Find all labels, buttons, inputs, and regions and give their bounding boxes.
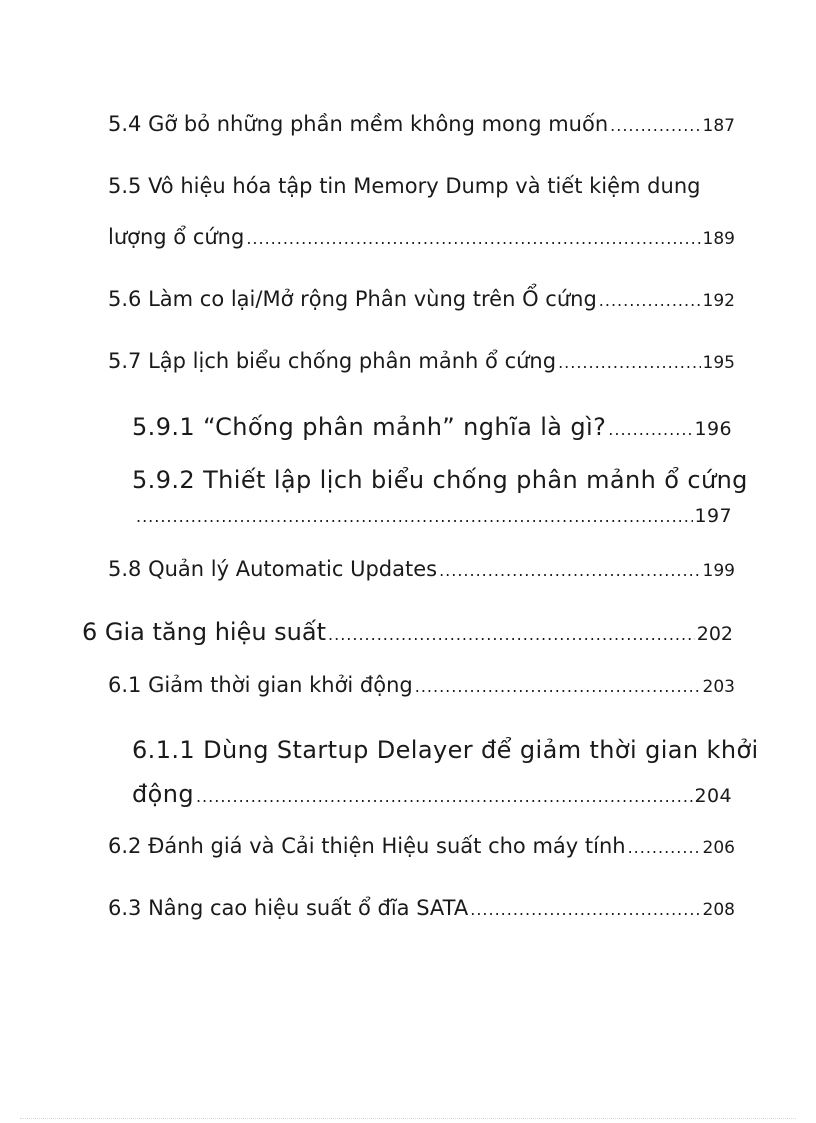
toc-leader-dots bbox=[608, 420, 692, 439]
toc-page-number: 199 bbox=[702, 561, 735, 581]
toc-entry-5-9-2[interactable] bbox=[136, 505, 732, 527]
toc-entry-6-3[interactable] bbox=[108, 896, 735, 920]
toc-entry-5-9-1[interactable] bbox=[132, 413, 732, 441]
toc-leader-dots bbox=[610, 116, 700, 135]
toc-leader-dots bbox=[599, 291, 701, 310]
toc-page-number: 202 bbox=[696, 623, 733, 645]
toc-entry-5-9-2-line1[interactable]: 5.9.2 Thiết lập lịch biểu chống phân mảnh ổ cứng bbox=[132, 466, 748, 494]
toc-leader-dots bbox=[415, 677, 701, 696]
toc-page-number: 203 bbox=[702, 677, 735, 697]
toc-entry-title: 5.9.1 “Chống phân mảnh” nghĩa là gì? bbox=[132, 413, 607, 441]
toc-entry-title: 6.2 Đánh giá và Cải thiện Hiệu suất cho máy tính bbox=[108, 834, 626, 858]
toc-page-number: 206 bbox=[702, 838, 735, 858]
toc-entry-6-1[interactable] bbox=[108, 673, 735, 697]
toc-page-number: 195 bbox=[702, 353, 735, 373]
toc-page-number: 187 bbox=[702, 116, 735, 136]
toc-page-number: 204 bbox=[694, 785, 732, 807]
toc-entry-title: lượng ổ cứng bbox=[108, 225, 245, 249]
toc-page-number: 189 bbox=[702, 229, 735, 249]
toc-leader-dots bbox=[136, 507, 693, 526]
toc-entry-title: 5.4 Gỡ bỏ những phần mềm không mong muốn bbox=[108, 112, 609, 136]
toc-entry-5-5[interactable] bbox=[108, 225, 735, 249]
toc-entry-title: 5.7 Lập lịch biểu chống phân mảnh ổ cứng bbox=[108, 349, 557, 373]
toc-leader-dots bbox=[439, 561, 700, 580]
toc-entry-title: động bbox=[132, 780, 194, 808]
toc-page-number: 196 bbox=[694, 418, 732, 440]
toc-leader-dots bbox=[628, 838, 701, 857]
toc-entry-title: 6.3 Nâng cao hiệu suất ổ đĩa SATA bbox=[108, 896, 469, 920]
toc-entry-5-6[interactable] bbox=[108, 287, 735, 311]
toc-leader-dots bbox=[558, 353, 700, 372]
page-bottom-divider bbox=[20, 1118, 796, 1119]
toc-leader-dots bbox=[246, 229, 700, 248]
toc-page-number: 197 bbox=[694, 505, 732, 527]
toc-page-number: 208 bbox=[702, 900, 735, 920]
toc-leader-dots bbox=[328, 625, 695, 644]
toc-entry-6-1-1-line1[interactable]: 6.1.1 Dùng Startup Delayer để giảm thời gian khởi bbox=[132, 736, 759, 764]
toc-entry-6-2[interactable] bbox=[108, 834, 735, 858]
toc-entry-5-4[interactable] bbox=[108, 112, 735, 136]
toc-entry-5-8[interactable] bbox=[108, 557, 735, 581]
toc-entry-title: 6 Gia tăng hiệu suất bbox=[82, 618, 327, 646]
toc-entry-title: 5.6 Làm co lại/Mở rộng Phân vùng trên Ổ cứng bbox=[108, 287, 597, 311]
toc-leader-dots bbox=[196, 787, 693, 806]
toc-entry-6[interactable] bbox=[82, 618, 733, 646]
toc-entry-6-1-1[interactable] bbox=[132, 780, 732, 808]
toc-entry-5-7[interactable] bbox=[108, 349, 735, 373]
toc-leader-dots bbox=[470, 900, 700, 919]
toc-page-number: 192 bbox=[702, 291, 735, 311]
toc-entry-title: 6.1 Giảm thời gian khởi động bbox=[108, 673, 413, 697]
toc-entry-5-5-line1[interactable]: 5.5 Vô hiệu hóa tập tin Memory Dump và tiết kiệm dung bbox=[108, 174, 701, 198]
toc-entry-title: 5.8 Quản lý Automatic Updates bbox=[108, 557, 438, 581]
